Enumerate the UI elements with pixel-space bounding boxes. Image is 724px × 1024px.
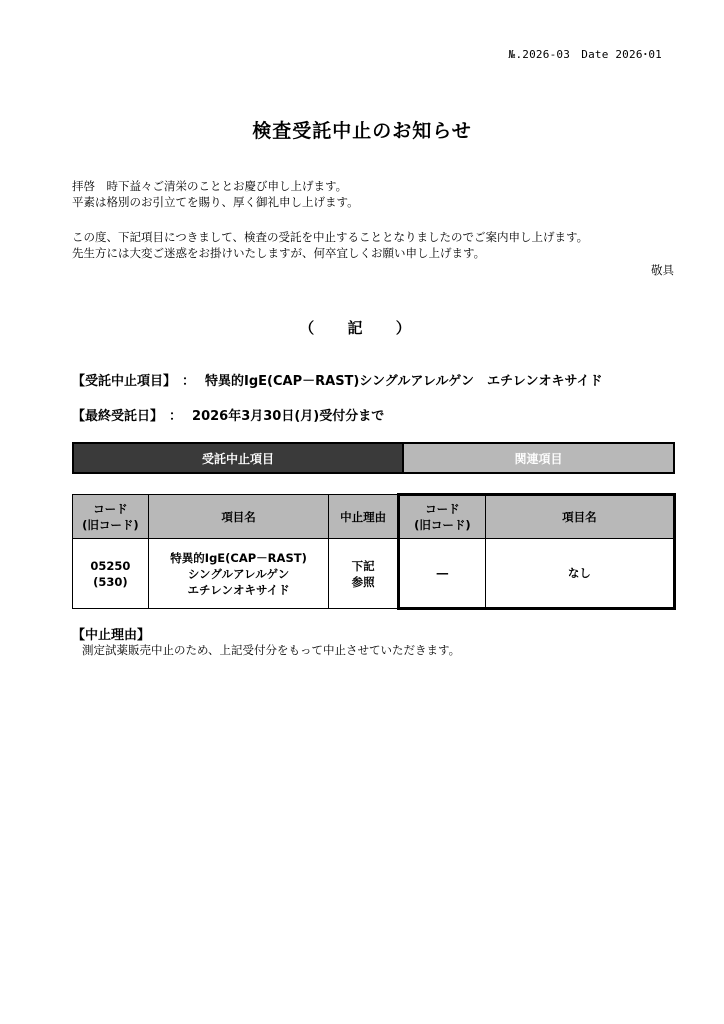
reason-line: 下記 (351, 558, 375, 573)
reason-line: 参照 (351, 574, 375, 589)
header-related-code-label: コード (425, 502, 460, 516)
items-table (72, 493, 676, 610)
header-related-item-name: 項目名 (485, 495, 674, 539)
header-code (73, 495, 149, 539)
cell-item-name (148, 539, 328, 609)
closing: 敬具 (651, 263, 674, 277)
item-name-line: 特異的IgE(CAP－RAST) (170, 550, 307, 565)
ki-heading: （ 記 ） (299, 319, 425, 337)
code-value: 05250 (90, 558, 131, 573)
separator: ： (182, 374, 196, 389)
greeting-line: 平素は格別のお引立てを賜り、厚く御礼申し上げます。 (72, 195, 359, 209)
cell-reason (329, 539, 399, 609)
header-reason: 中止理由 (329, 495, 399, 539)
header-item-name: 項目名 (148, 495, 328, 539)
table-row (73, 539, 675, 609)
stop-item-value: 特異的IgE(CAP－RAST)シングルアレルゲン エチレンオキサイド (205, 374, 603, 389)
last-date-value: 2026年3月30日(月)受付分まで (192, 409, 385, 424)
item-name-line: エチレンオキサイド (187, 582, 290, 597)
last-date-field (72, 405, 384, 424)
table-header-row (73, 495, 675, 539)
legend (72, 442, 675, 474)
item-name-line: シングルアレルゲン (187, 566, 290, 581)
separator: ： (169, 409, 183, 424)
cell-related-code: ― (399, 539, 486, 609)
header-old-code-label: (旧コード) (82, 517, 139, 532)
body-line: 先生方には大変ご迷惑をお掛けいたしますが、何卒宜しくお願い申し上げます。 (72, 246, 486, 260)
header-related-old-code-label: (旧コード) (414, 518, 471, 532)
legend-stop-items: 受託中止項目 (74, 444, 404, 472)
reason-text: 測定試薬販売中止のため、上記受付分をもって中止させていただきます。 (82, 643, 461, 657)
body-line: この度、下記項目につきまして、検査の受託を中止することとなりましたのでご案内申し上げます。 (72, 230, 589, 244)
reason-heading: 【中止理由】 (72, 628, 151, 643)
stop-item-label: 【受託中止項目】 (72, 374, 177, 389)
greeting-line: 拝啓 時下益々ご清栄のこととお慶び申し上げます。 (72, 179, 348, 193)
cell-related-item-name: なし (485, 539, 674, 609)
legend-related-items: 関連項目 (404, 444, 673, 472)
header-related-code (399, 495, 486, 539)
cell-code (73, 539, 149, 609)
last-date-label: 【最終受託日】 (72, 409, 164, 424)
old-code-value: (530) (93, 574, 128, 589)
header-code-label: コード (93, 501, 128, 516)
body-text (72, 229, 588, 261)
stop-item-field (72, 370, 603, 389)
page-title: 検査受託中止のお知らせ (252, 120, 472, 142)
document-number: №.2026-03 Date 2026･01 (508, 48, 662, 61)
greeting (72, 178, 359, 210)
